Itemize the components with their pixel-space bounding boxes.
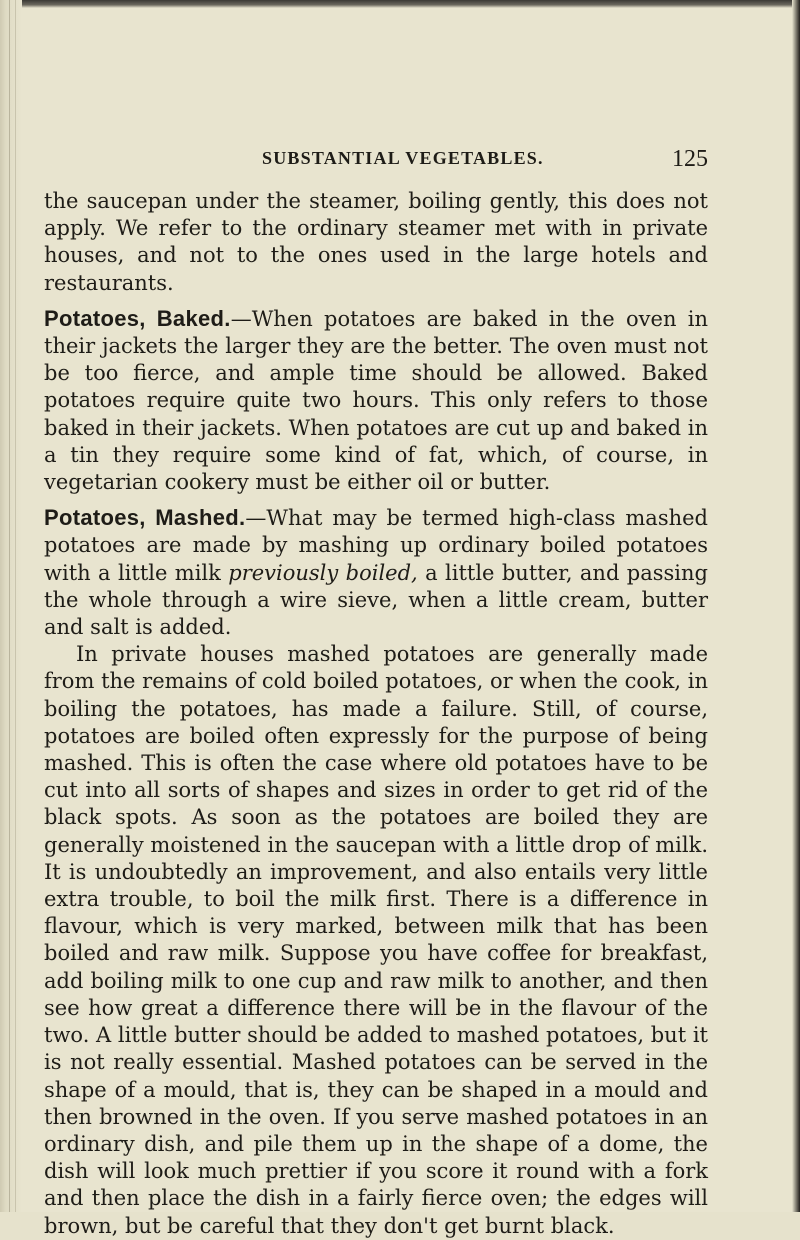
running-head: SUBSTANTIAL VEGETABLES. xyxy=(262,148,544,168)
text-mashed-potatoes-b: a little butter, and passing the whole through a wire sieve, when a little cream, butter and salt is added. xyxy=(44,560,708,640)
paragraph-mashed-potatoes xyxy=(44,504,708,641)
heading-mashed-potatoes: Potatoes, Mashed. xyxy=(44,505,246,531)
page-header xyxy=(262,146,708,176)
text-mashed-potatoes-a: —What may be termed high-class mashed potatoes are made by mashing up ordinary boiled potatoes with a little milk xyxy=(44,506,708,585)
heading-baked-potatoes: Potatoes, Baked. xyxy=(44,305,231,331)
paragraph-continuation: the saucepan under the steamer, boiling gently, this does not apply. We refer to the ordinary steamer met with in private houses, and not to the ones used in the large hotels and restaurants. xyxy=(44,189,708,295)
paragraph-private-houses: In private houses mashed potatoes are generally made from the remains of cold boiled potatoes, or when the cook, in boiling the potatoes, has made a failure. Still, of course, potatoes are boiled often expressly for the purpose of being mashed. This is often the case where old potatoes have to be cut into all sorts of shapes and sizes in order to get rid of the black spots. As soon as the potatoes are boiled they are generally moistened in the saucepan with a little drop of milk. It is undoubtedly an improvement, and also entails very little extra trouble, to boil the milk first. There is a difference in flavour, which is very marked, between milk that has been boiled and raw milk. Suppose you have coffee for breakfast, add boiling milk to one cup and raw milk to another, and then see how great a difference there will be in the flavour of the two. A little butter should be added to mashed potatoes, but it is not really essential. Mashed potatoes can be served in the shape of a mould, that is, they can be shaped in a mould and then browned in the oven. If you serve mashed potatoes in an ordinary dish, and pile them up in the shape of a dome, the dish will look much prettier if you score it round with a fork and then place the dish in a fairly fierce oven; the edges will brown, but be careful that they don't get burnt black. xyxy=(44,642,708,1238)
page-number: 125 xyxy=(672,146,708,172)
page-binding-edge xyxy=(0,0,22,1212)
page-top-edge xyxy=(0,0,800,8)
page-right-edge xyxy=(792,0,800,1212)
text-mashed-potatoes-italic: previously boiled, xyxy=(228,560,418,585)
text-baked-potatoes: —When potatoes are baked in the oven in their jackets the larger they are the better. The oven must not be too fierce, and ample time should be allowed. Baked potatoes require quite two hours. This only refers to those baked in their jackets. When potatoes are cut up and baked in a tin they require some kind of fat, which, of course, in vegetarian cookery must be either oil or butter. xyxy=(44,306,709,495)
body-text xyxy=(44,188,708,1240)
paragraph-baked-potatoes xyxy=(44,305,708,496)
